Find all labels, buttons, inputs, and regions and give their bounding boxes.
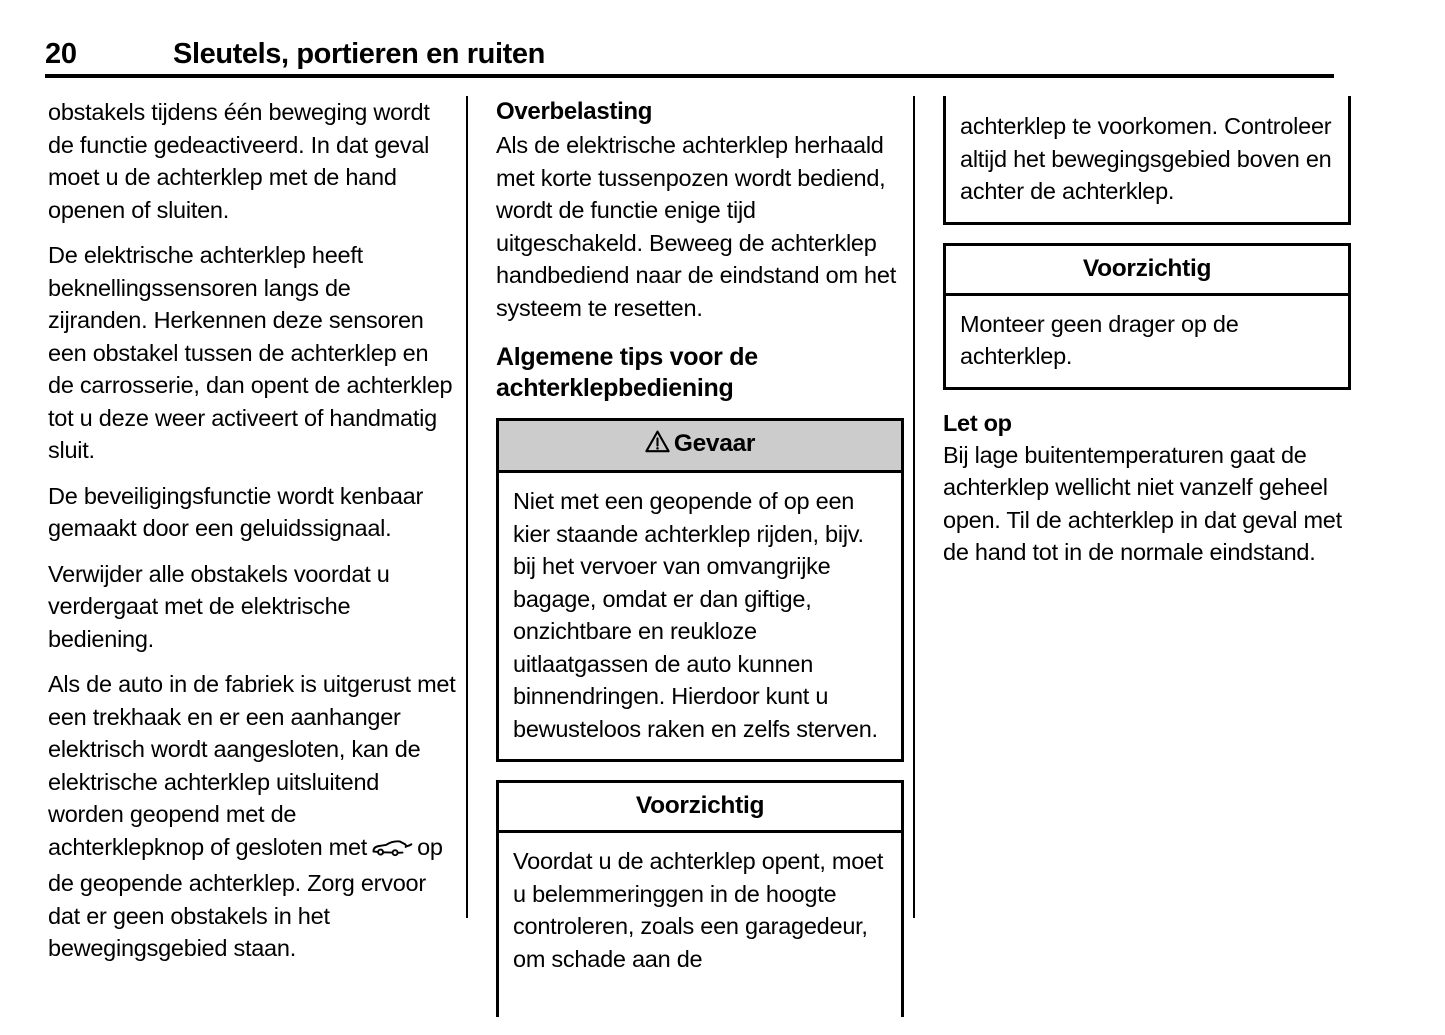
paragraph-with-tailgate-icon [48, 668, 456, 965]
caution-callout-carrier-title: Voorzichtig [1082, 254, 1212, 282]
danger-callout [496, 418, 904, 762]
caution-callout [496, 780, 904, 1017]
column-divider-2 [913, 96, 915, 918]
algemene-tips-heading: Algemene tips voor de achterklepbediening [496, 343, 758, 402]
let-op-text: Bij lage buitentemperaturen gaat de achterklep wellicht niet vanzelf geheel open. Til de achterklep in dat geval met de hand tot in de normale eindstand. [943, 441, 1342, 565]
paragraph-text-before-icon: Als de auto in de fabriek is uitgerust met een trekhaak en er een aanhanger elektrisch wordt aangesloten, kan de elektrische achterklep uitsluitend worden geopend met de achterklepknop of gesloten met [48, 671, 456, 860]
warning-triangle-icon [645, 430, 670, 460]
paragraph: De beveiligingsfunctie wordt kenbaar gemaakt door een geluidssignaal. [48, 482, 424, 541]
caution-callout-title: Voorzichtig [635, 792, 765, 819]
let-op-heading: Let op [943, 409, 1012, 436]
caution-callout-continued-body [943, 96, 1351, 225]
caution-callout-carrier [943, 243, 1351, 390]
caution-callout-carrier-header [943, 243, 1351, 296]
caution-callout-continued [943, 96, 1351, 225]
caution-callout-carrier-text: Monteer geen drager op de achterklep. [960, 310, 1239, 369]
paragraph: obstakels tijdens één beweging wordt de functie gedeactiveerd. In dat geval moet u de achterklep met de hand openen of sluiten. [48, 99, 430, 223]
overbelasting-text: Als de elektrische achterklep herhaald met korte tussenpozen wordt bediend, wordt de functie enige tijd uitgeschakeld. Beweeg de achterklep handbediend naar de eindstand om het systeem te resetten. [496, 132, 896, 321]
caution-callout-body [496, 833, 904, 1017]
column-1 [48, 96, 456, 965]
page-number: 20 [45, 38, 77, 70]
page-header [45, 34, 1335, 76]
tailgate-close-icon [371, 835, 413, 868]
header-rule [45, 74, 1334, 78]
column-3 [943, 96, 1351, 569]
paragraph: De elektrische achterklep heeft beknellingssensoren langs de zijranden. Herkennen deze sensoren een obstakel tussen de achterklep en de carrosserie, dan opent de achterklep tot u deze weer activeert of handmatig sluit. [48, 242, 453, 463]
column-2 [496, 96, 904, 1035]
danger-callout-text: Niet met een geopende of op een kier staande achterklep rijden, bijv. bij het vervoer van omvangrijke bagage, omdat er dan giftige, onzichtbare en reukloze uitlaatgassen de auto kunnen binnendringen. Hierdoor kunt u bewusteloos raken en zelfs sterven. [513, 488, 878, 742]
caution-callout-carrier-body [943, 296, 1351, 390]
paragraph: Verwijder alle obstakels voordat u verdergaat met de elektrische bediening. [48, 560, 390, 652]
paragraph-text-after-icon: op de geopende achterklep. Zorg ervoor dat er geen obstakels in het bewegingsgebied staan. [48, 833, 443, 961]
danger-callout-header [496, 418, 904, 473]
caution-callout-header [496, 780, 904, 833]
danger-callout-title: Gevaar [673, 430, 756, 457]
danger-callout-body [496, 473, 904, 762]
caution-callout-text: Voordat u de achterklep opent, moet u belemmeringgen in de hoogte controleren, zoals een garagedeur, om schade aan de [513, 848, 884, 972]
column-divider-1 [466, 96, 468, 918]
overbelasting-heading: Overbelasting [496, 98, 653, 125]
columns-container [0, 96, 1445, 972]
chapter-title: Sleutels, portieren en ruiten [173, 38, 545, 70]
caution-callout-continued-text: achterklep te voorkomen. Controleer altijd het bewegingsgebied boven en achter de achterklep. [960, 113, 1332, 204]
